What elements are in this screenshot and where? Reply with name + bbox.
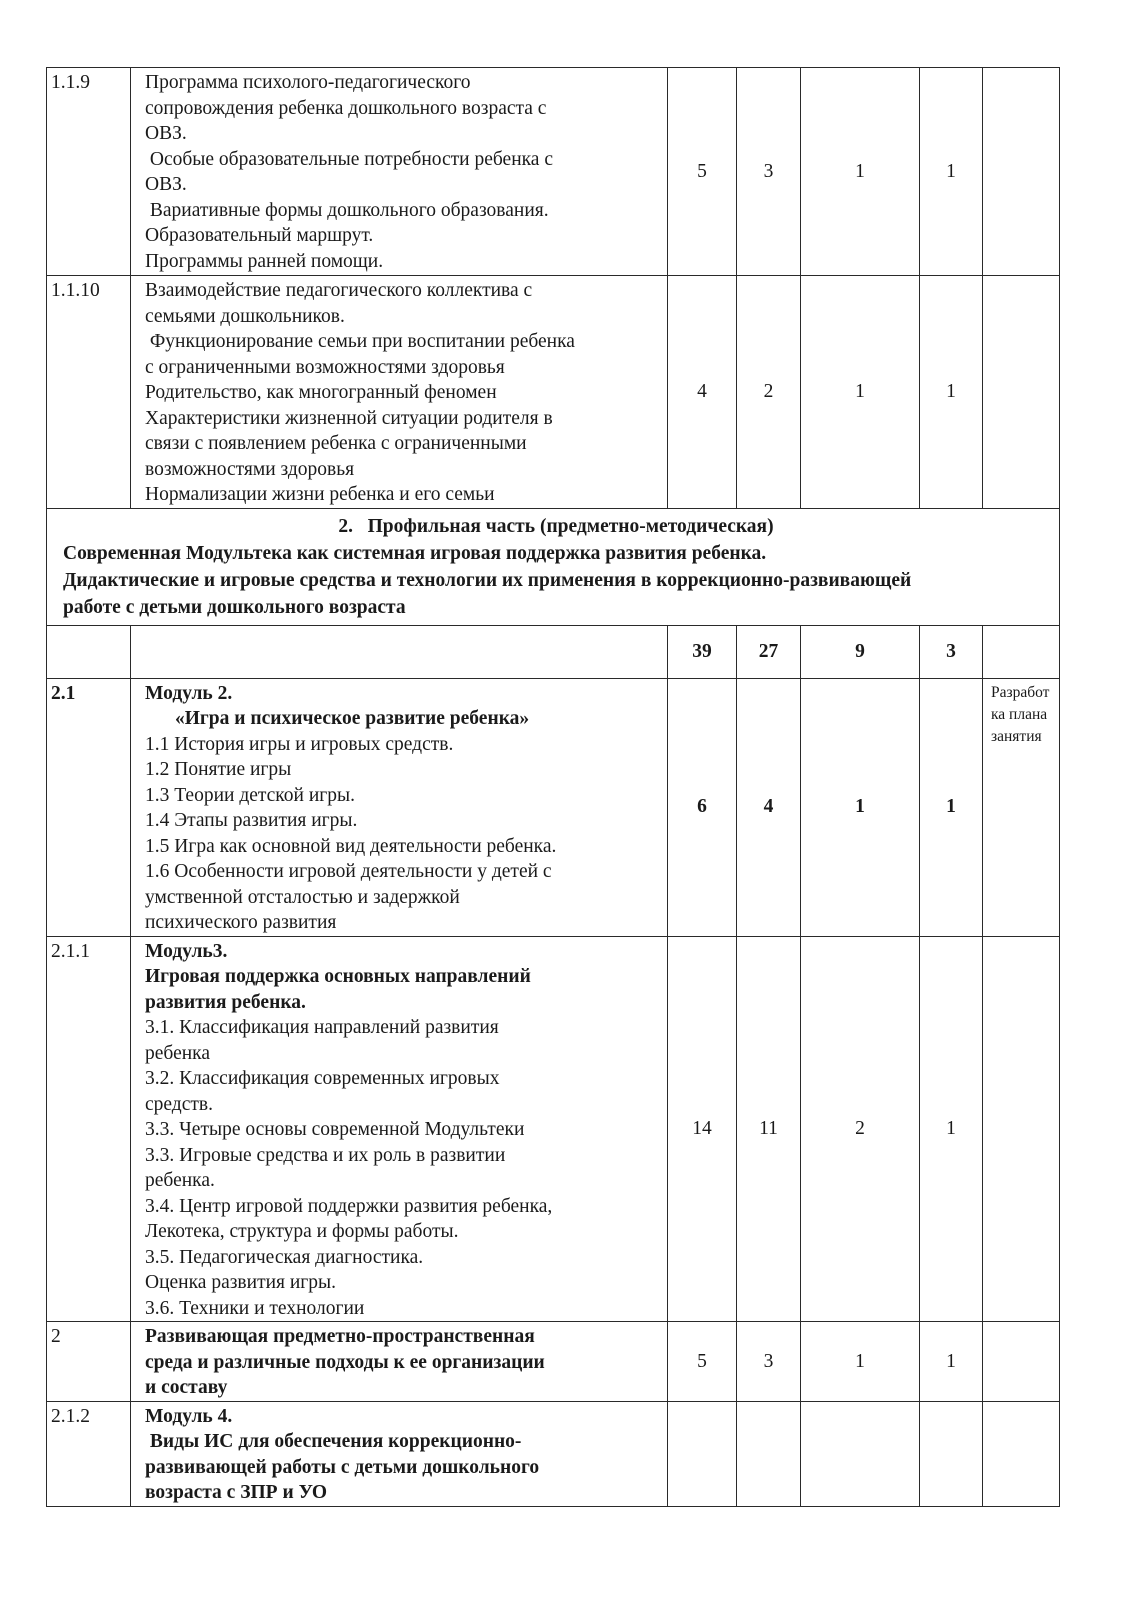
module-note — [983, 1322, 1060, 1402]
row-number: 1.1.10 — [47, 276, 131, 509]
module-topic-line: 1.4 Этапы развития игры. — [145, 810, 358, 831]
module-heading-line: Модуль3. — [145, 940, 228, 962]
module-topic-line: 3.6. Техники и технологии — [145, 1297, 365, 1319]
module-topic-line: 3.1. Классификация направлений развития — [145, 1017, 499, 1038]
section-title: 2. Профильная часть (предметно-методическая) — [338, 515, 774, 537]
title-line: Особые образовательные потребности ребенка с — [145, 148, 553, 170]
hours-value: 1 — [920, 68, 983, 276]
total-value: 9 — [801, 625, 920, 678]
hours-value: 6 — [668, 678, 737, 936]
row-note — [983, 276, 1060, 509]
hours-value: 5 — [668, 1322, 737, 1402]
hours-value: 1 — [801, 68, 920, 276]
module-title — [131, 1401, 668, 1506]
module-topic-line: 3.4. Центр игровой поддержки развития ребенка, — [145, 1195, 553, 1217]
table-row — [47, 68, 1060, 276]
hours-value: 11 — [737, 936, 801, 1322]
module-note: Разработ ка плана занятия — [983, 678, 1060, 936]
module-row — [47, 1401, 1060, 1506]
module-number: 2.1.1 — [47, 936, 131, 1322]
module-topic-line: Оценка развития игры. — [145, 1272, 337, 1293]
total-value: 3 — [920, 625, 983, 678]
hours-value: 1 — [920, 678, 983, 936]
module-heading-line: среда и различные подходы к ее организации — [145, 1351, 545, 1373]
module-topic-line: средств. — [145, 1093, 213, 1115]
title-line: Программа психолого-педагогического — [145, 72, 471, 93]
hours-value: 1 — [801, 678, 920, 936]
module-row — [47, 936, 1060, 1322]
total-value: 39 — [668, 625, 737, 678]
title-line: ОВЗ. — [145, 123, 187, 144]
module-heading-line: Модуль 4. — [145, 1405, 233, 1427]
module-heading-line: Игровая поддержка основных направлений — [145, 966, 531, 987]
module-topic-line: 1.6 Особенности игровой деятельности у детей с — [145, 861, 552, 882]
module-topic-line: 1.5 Игра как основной вид деятельности ребенка. — [145, 835, 557, 857]
module-number: 2 — [47, 1322, 131, 1402]
module-title — [131, 936, 668, 1322]
title-line: Нормализации жизни ребенка и его семьи — [145, 484, 495, 505]
module-heading-line: развивающей работы с детьми дошкольного — [145, 1456, 540, 1478]
total-value: 27 — [737, 625, 801, 678]
section-line: работе с детьми дошкольного возраста — [63, 596, 406, 618]
title-line: Функционирование семьи при воспитании ребенка — [145, 331, 575, 352]
module-note — [983, 936, 1060, 1322]
module-row — [47, 678, 1060, 936]
totals-note — [983, 625, 1060, 678]
module-heading-line: Виды ИС для обеспечения коррекционно- — [145, 1431, 522, 1452]
hours-value: 1 — [801, 276, 920, 509]
title-line: сопровождения ребенка дошкольного возраста с — [145, 97, 547, 119]
table-row — [47, 276, 1060, 509]
module-heading-line: «Игра и психическое развитие ребенка» — [175, 708, 530, 729]
hours-value: 2 — [801, 936, 920, 1322]
title-line: семьями дошкольников. — [145, 305, 345, 327]
module-topic-line: ребенка. — [145, 1170, 215, 1191]
totals-title — [131, 625, 668, 678]
module-number: 2.1.2 — [47, 1401, 131, 1506]
hours-value — [737, 1401, 801, 1506]
hours-value: 3 — [737, 1322, 801, 1402]
module-topic-line: умственной отсталостью и задержкой — [145, 886, 460, 908]
title-line: возможностями здоровья — [145, 458, 355, 480]
hours-value: 5 — [668, 68, 737, 276]
title-line: с ограниченными возможностями здоровья — [145, 356, 505, 378]
hours-value: 2 — [737, 276, 801, 509]
module-heading-line: развития ребенка. — [145, 991, 306, 1013]
totals-row — [47, 625, 1060, 678]
section-heading — [47, 508, 1060, 625]
row-title — [131, 68, 668, 276]
hours-value: 4 — [668, 276, 737, 509]
module-heading-line: Развивающая предметно-пространственная — [145, 1326, 535, 1347]
module-topic-line: психического развития — [145, 912, 337, 933]
row-note — [983, 68, 1060, 276]
module-topic-line: 3.3. Четыре основы современной Модультеки — [145, 1119, 525, 1140]
hours-value — [801, 1401, 920, 1506]
module-topic-line: Лекотека, структура и формы работы. — [145, 1221, 459, 1242]
hours-value — [920, 1401, 983, 1506]
module-heading-line: Модуль 2. — [145, 682, 233, 704]
title-line: Характеристики жизненной ситуации родителя в — [145, 407, 553, 429]
title-line: Программы ранней помощи. — [145, 250, 384, 272]
section-line: Дидактические и игровые средства и технологии их применения в коррекционно-развивающей — [63, 569, 912, 591]
module-row — [47, 1322, 1060, 1402]
hours-value — [668, 1401, 737, 1506]
title-line: ОВЗ. — [145, 174, 187, 195]
hours-value: 14 — [668, 936, 737, 1322]
module-title — [131, 1322, 668, 1402]
module-title — [131, 678, 668, 936]
module-topic-line: 1.3 Теории детской игры. — [145, 784, 356, 806]
row-title — [131, 276, 668, 509]
module-topic-line: 3.3. Игровые средства и их роль в развитии — [145, 1144, 506, 1166]
title-line: связи с появлением ребенка с ограниченными — [145, 433, 527, 454]
hours-value: 1 — [801, 1322, 920, 1402]
section-row — [47, 508, 1060, 625]
hours-value: 1 — [920, 276, 983, 509]
module-heading-line: и составу — [145, 1377, 228, 1398]
hours-value: 3 — [737, 68, 801, 276]
title-line: Взаимодействие педагогического коллектива с — [145, 280, 533, 301]
module-topic-line: 3.2. Классификация современных игровых — [145, 1068, 500, 1089]
module-topic-line: 1.2 Понятие игры — [145, 759, 292, 780]
module-note — [983, 1401, 1060, 1506]
title-line: Вариативные формы дошкольного образования. — [145, 199, 549, 221]
title-line: Образовательный маршрут. — [145, 225, 374, 246]
title-line: Родительство, как многогранный феномен — [145, 382, 497, 403]
hours-value: 1 — [920, 936, 983, 1322]
hours-value: 4 — [737, 678, 801, 936]
module-topic-line: 3.5. Педагогическая диагностика. — [145, 1246, 424, 1268]
module-heading-line: возраста с ЗПР и УО — [145, 1482, 328, 1503]
section-line: Современная Модультека как системная игровая поддержка развития ребенка. — [63, 542, 767, 564]
totals-num — [47, 625, 131, 678]
module-topic-line: ребенка — [145, 1042, 210, 1064]
module-number: 2.1 — [47, 678, 131, 936]
curriculum-table — [46, 67, 1060, 1507]
hours-value: 1 — [920, 1322, 983, 1402]
module-topic-line: 1.1 История игры и игровых средств. — [145, 733, 454, 755]
row-number: 1.1.9 — [47, 68, 131, 276]
